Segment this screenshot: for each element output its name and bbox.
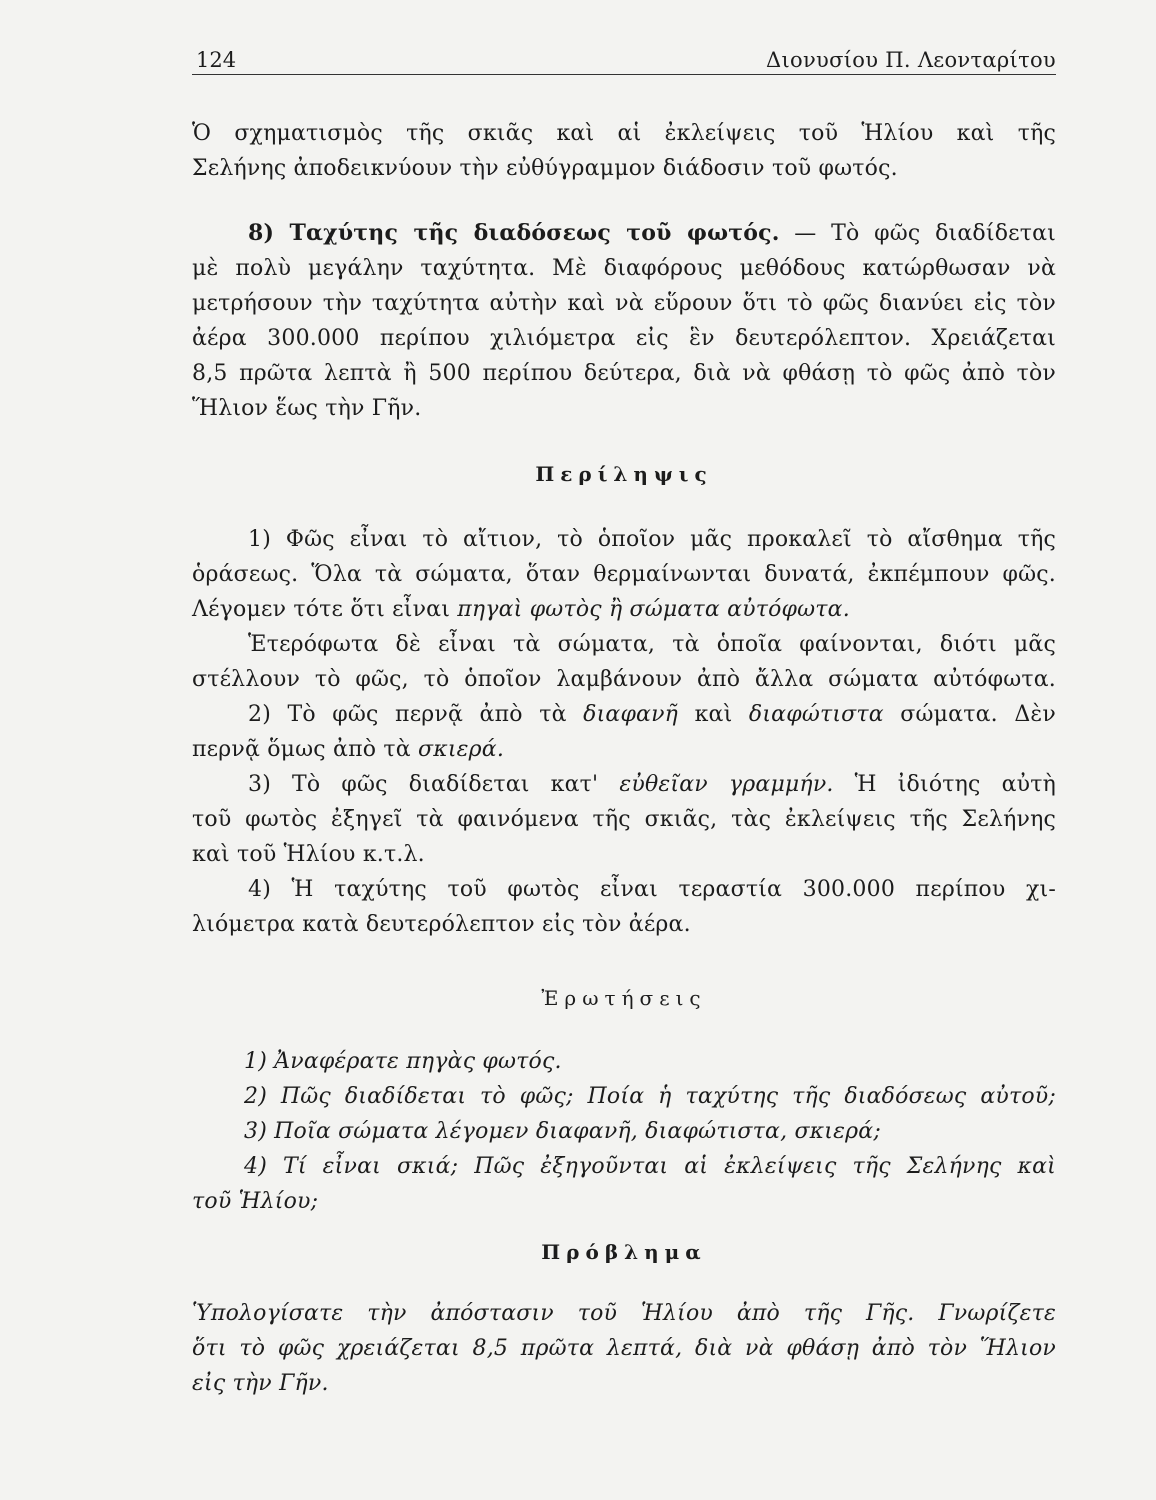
summary-item-3-line-1 bbox=[192, 767, 1056, 802]
summary-italic-term: διαφώτιστα bbox=[748, 702, 884, 727]
summary-italic-term: πηγαὶ φωτὸς ἢ σώματα αὐτόφωτα. bbox=[457, 597, 850, 622]
summary-text: 3) Τὸ φῶς διαδίδεται κατ' bbox=[248, 772, 620, 797]
section-8-line-2: μὲ πολὺ μεγάλην ταχύτητα. Μὲ διαφόρους μεθόδους κατώρθωσαν νὰ bbox=[192, 256, 1056, 281]
section-8-line-3: μετρήσουν τὴν ταχύτητα αὐτὴν καὶ νὰ εὕρουν ὅτι τὸ φῶς διανύει εἰς τὸν bbox=[192, 291, 1056, 316]
question-4-line-1: 4) Τί εἶναι σκιά; Πῶς ἐξηγοῦνται αἱ ἐκλείψεις τῆς Σελήνης καὶ bbox=[244, 1154, 1056, 1179]
section-8 bbox=[192, 216, 1056, 426]
section-8-line-4: ἀέρα 300.000 περίπου χιλιόμετρα εἰς ἓν δευτερόλεπτον. Χρειάζεται bbox=[192, 326, 1056, 351]
intro-paragraph bbox=[192, 116, 1056, 186]
summary-text: περνᾷ ὅμως ἀπὸ τὰ bbox=[192, 737, 418, 762]
summary-italic-term: σκιερά. bbox=[418, 737, 505, 762]
section-8-first-line bbox=[192, 216, 1056, 251]
summary-text: 2) Τὸ φῶς περνᾷ ἀπὸ τὰ bbox=[248, 702, 584, 727]
question-3: 3) Ποῖα σώματα λέγομεν διαφανῆ, διαφώτιστα, σκιερά; bbox=[244, 1119, 881, 1144]
summary-heterophota-line-2: στέλλουν τὸ φῶς, τὸ ὁποῖον λαμβάνουν ἀπὸ ἄλλα σώματα αὐτόφωτα. bbox=[192, 667, 1056, 692]
summary-item-1-line-1: 1) Φῶς εἶναι τὸ αἴτιον, τὸ ὁποῖον μᾶς προκαλεῖ τὸ αἴσθημα τῆς bbox=[248, 527, 1056, 552]
intro-line-1: Ὁ σχηματισμὸς τῆς σκιᾶς καὶ αἱ ἐκλείψεις τοῦ Ἡλίου καὶ τῆς bbox=[192, 121, 1056, 146]
intro-line-2: Σελήνης ἀποδεικνύουν τὴν εὐθύγραμμον διάδοσιν τοῦ φωτός. bbox=[192, 156, 898, 181]
section-8-line-6: Ἥλιον ἕως τὴν Γῆν. bbox=[192, 396, 422, 421]
summary-heterophota-line-1: Ἑτερόφωτα δὲ εἶναι τὰ σώματα, τὰ ὁποῖα φαίνονται, διότι μᾶς bbox=[248, 632, 1056, 657]
questions-heading: Ἐρωτήσεις bbox=[541, 986, 707, 1010]
summary-text: Ἡ ἰδιότης αὐτὴ bbox=[833, 772, 1056, 797]
summary-item-1-line-2: ὁράσεως. Ὅλα τὰ σώματα, ὅταν θερμαίνωνται δυνατά, ἐκπέμπουν φῶς. bbox=[192, 562, 1056, 587]
problem-body bbox=[192, 1296, 1056, 1401]
summary-item-4-line-1: 4) Ἡ ταχύτης τοῦ φωτὸς εἶναι τεραστία 300.000 περίπου χι- bbox=[248, 877, 1056, 902]
running-header-author: Διονυσίου Π. Λεονταρίτου bbox=[766, 48, 1056, 72]
summary-text: Λέγομεν τότε ὅτι εἶναι bbox=[192, 597, 458, 622]
running-header bbox=[192, 44, 1056, 75]
section-8-heading: 8) Ταχύτης τῆς διαδόσεως τοῦ φωτός. bbox=[248, 220, 780, 246]
problem-line-3: εἰς τὴν Γῆν. bbox=[192, 1371, 329, 1396]
summary-text: καὶ bbox=[678, 702, 749, 727]
question-4-line-2: τοῦ Ἡλίου; bbox=[192, 1189, 319, 1214]
question-2: 2) Πῶς διαδίδεται τὸ φῶς; Ποία ἡ ταχύτης τῆς διαδόσεως αὐτοῦ; bbox=[244, 1084, 1056, 1109]
summary-item-1-line-3 bbox=[192, 592, 1056, 627]
summary-italic-term: διαφανῆ bbox=[583, 702, 679, 727]
questions-list bbox=[192, 1044, 1056, 1219]
section-8-line-1-rest: — Τὸ φῶς διαδίδεται bbox=[794, 221, 1056, 246]
page-number: 124 bbox=[196, 48, 237, 72]
summary-italic-term: εὐθεῖαν γραμμήν. bbox=[619, 772, 834, 797]
summary-item-3-line-2: τοῦ φωτὸς ἐξηγεῖ τὰ φαινόμενα τῆς σκιᾶς, τὰς ἐκλείψεις τῆς Σελήνης bbox=[192, 807, 1056, 832]
summary-item-4-line-2: λιόμετρα κατὰ δευτερόλεπτον εἰς τὸν ἀέρα. bbox=[192, 912, 691, 937]
problem-line-1: Ὑπολογίσατε τὴν ἀπόστασιν τοῦ Ἡλίου ἀπὸ τῆς Γῆς. Γνωρίζετε bbox=[192, 1301, 1056, 1326]
summary-item-2-line-2 bbox=[192, 732, 1056, 767]
summary-body bbox=[192, 522, 1056, 942]
section-8-line-5: 8,5 πρῶτα λεπτὰ ἢ 500 περίπου δεύτερα, διὰ νὰ φθάσῃ τὸ φῶς ἀπὸ τὸν bbox=[192, 361, 1056, 386]
summary-item-2-line-1 bbox=[192, 697, 1056, 732]
question-1: 1) Ἀναφέρατε πηγὰς φωτός. bbox=[244, 1049, 562, 1074]
summary-item-3-line-3: καὶ τοῦ Ἡλίου κ.τ.λ. bbox=[192, 842, 425, 867]
summary-heading: Περίληψις bbox=[535, 462, 713, 486]
problem-heading: Πρόβλημα bbox=[541, 1240, 707, 1264]
summary-text: σώματα. Δὲν bbox=[883, 702, 1056, 727]
problem-line-2: ὅτι τὸ φῶς χρειάζεται 8,5 πρῶτα λεπτά, διὰ νὰ φθάσῃ ἀπὸ τὸν Ἥλιον bbox=[192, 1336, 1056, 1361]
